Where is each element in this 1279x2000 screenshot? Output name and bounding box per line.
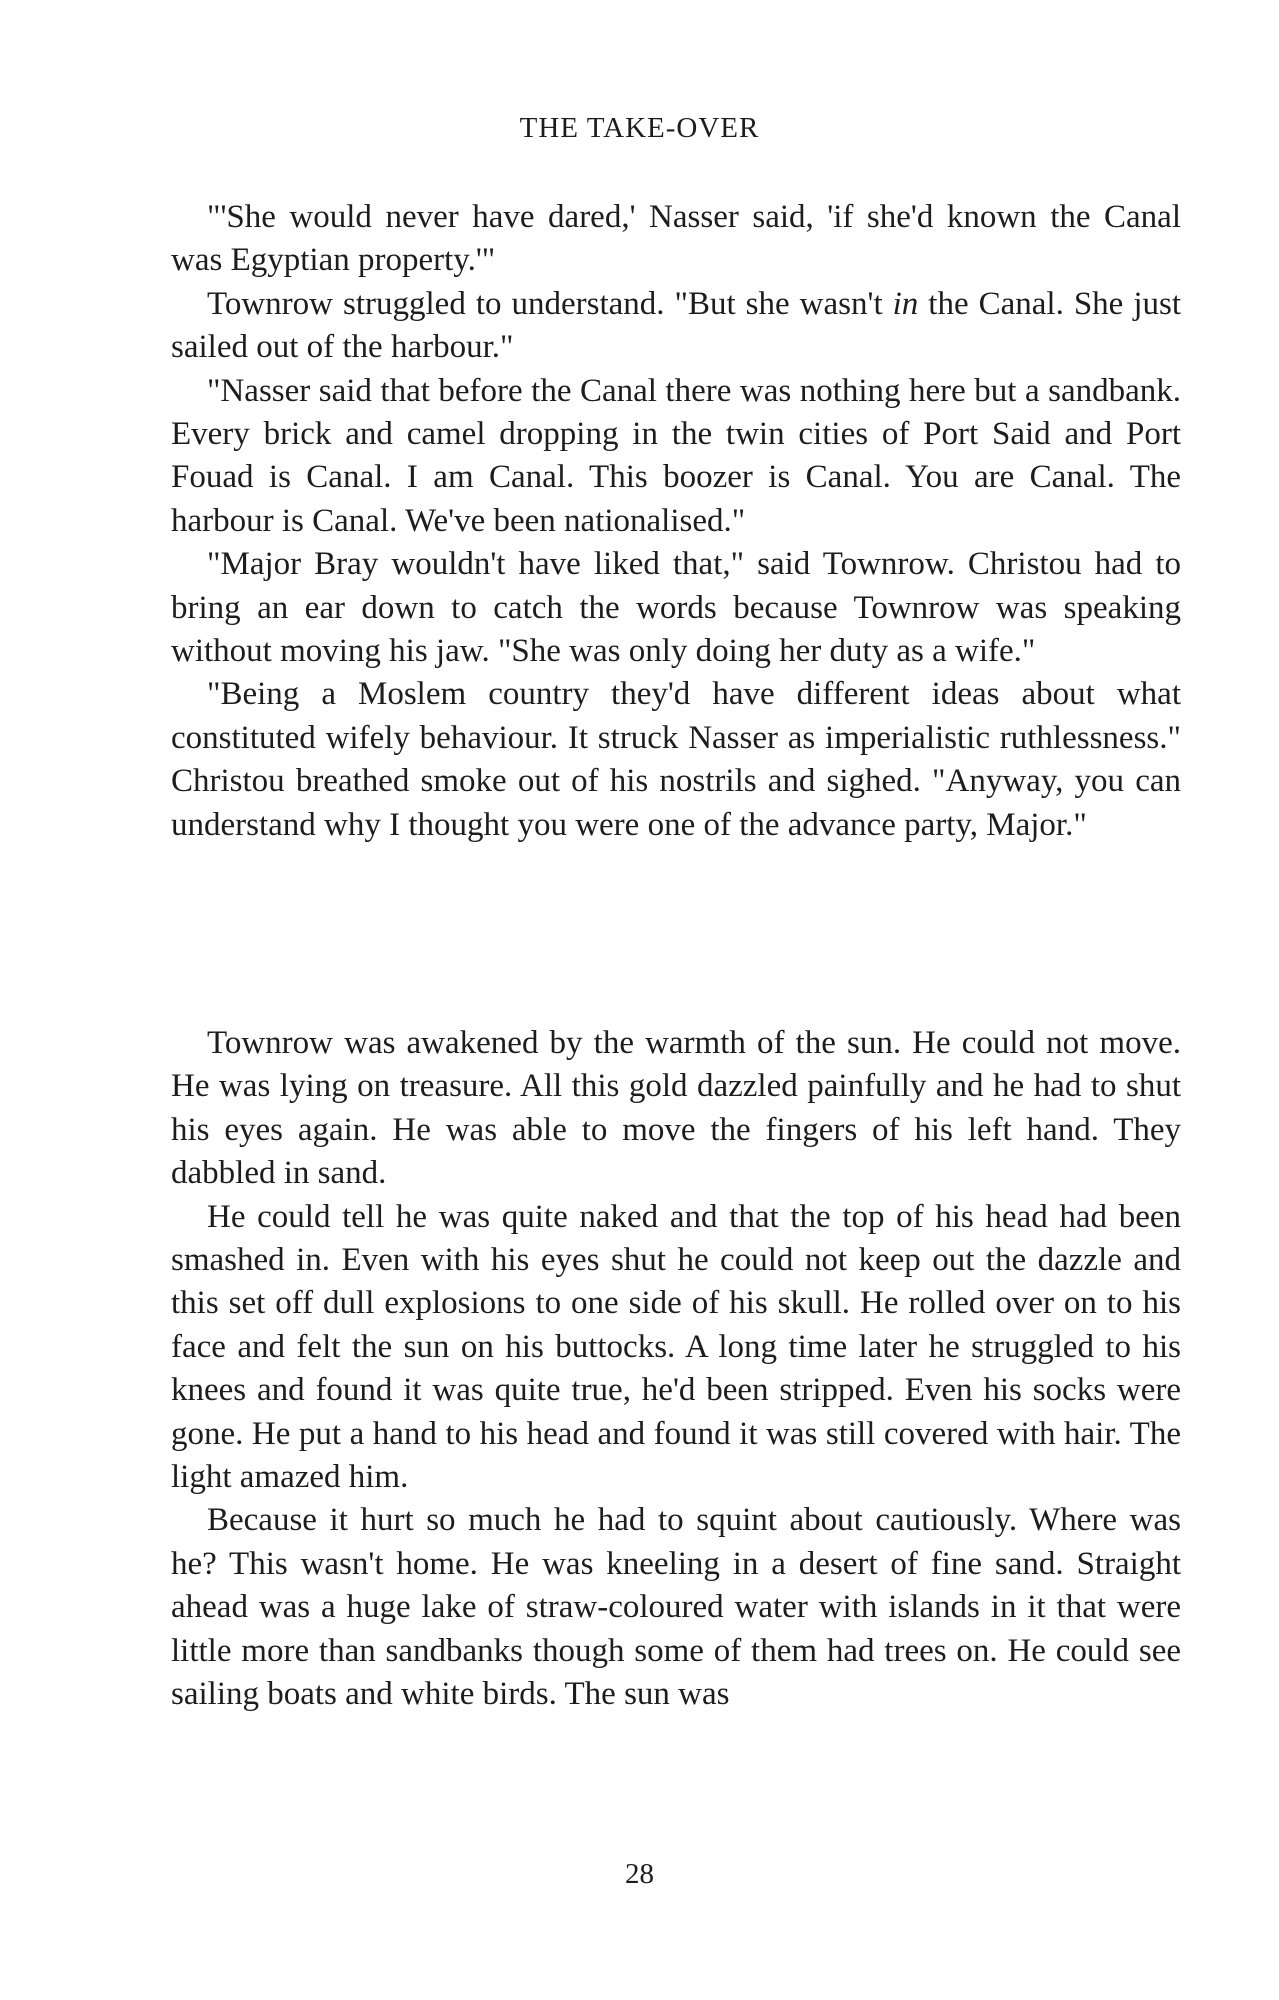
paragraph: "Being a Moslem country they'd have different ideas about what constituted wifely behaviour. It struck Nasser as imperialistic ruthlessness." Christou breathed smoke out of his nostrils and sighed. "Anyway, you can understand why I thought you were one of the advance party, Major." xyxy=(171,676,1181,843)
paragraph xyxy=(171,283,1181,370)
paragraph: "Major Bray wouldn't have liked that," said Townrow. Christou had to bring an ear down to catch the words because Townrow was speaking without moving his jaw. "She was only doing her duty as a wife." xyxy=(171,546,1181,670)
paragraph: Because it hurt so much he had to squint about cautiously. Where was he? This wasn't home. He was kneeling in a desert of fine sand. Straight ahead was a huge lake of straw-coloured water with islands in it that were little more than sandbanks though some of them had trees on. He could see sailing boats and white birds. The sun was xyxy=(171,1502,1181,1713)
paragraph: "'She would never have dared,' Nasser said, 'if she'd known the Canal was Egyptian property.'" xyxy=(171,199,1181,279)
section-one xyxy=(171,196,1181,847)
paragraph: "Nasser said that before the Canal there was nothing here but a sandbank. Every brick and camel dropping in the twin cities of Port Said and Port Fouad is Canal. I am Canal. This boozer is Canal. You are Canal. The harbour is Canal. We've been nationalised." xyxy=(171,372,1181,539)
paragraph: He could tell he was quite naked and that the top of his head had been smashed in. Even with his eyes shut he could not keep out the dazzle and this set off dull explosions to one side of his skull. He rolled over on to his face and felt the sun on his buttocks. A long time later he struggled to his knees and found it was quite true, he'd been stripped. Even his socks were gone. He put a hand to his head and found it was still covered with hair. The light amazed him. xyxy=(171,1198,1181,1496)
page-number: 28 xyxy=(625,1858,654,1890)
running-head: THE TAKE-OVER xyxy=(519,112,760,144)
section-two xyxy=(171,1022,1181,1717)
paragraph: Townrow was awakened by the warmth of the sun. He could not move. He was lying on treasure. All this gold dazzled painfully and he had to shut his eyes again. He was able to move the fingers of his left hand. They dabbled in sand. xyxy=(171,1025,1181,1192)
text-run: the Canal. She just sailed out of the harbour." xyxy=(171,285,1181,366)
text-run: Townrow struggled to understand. "But she wasn't xyxy=(207,285,893,322)
italic-text: in xyxy=(892,285,919,322)
